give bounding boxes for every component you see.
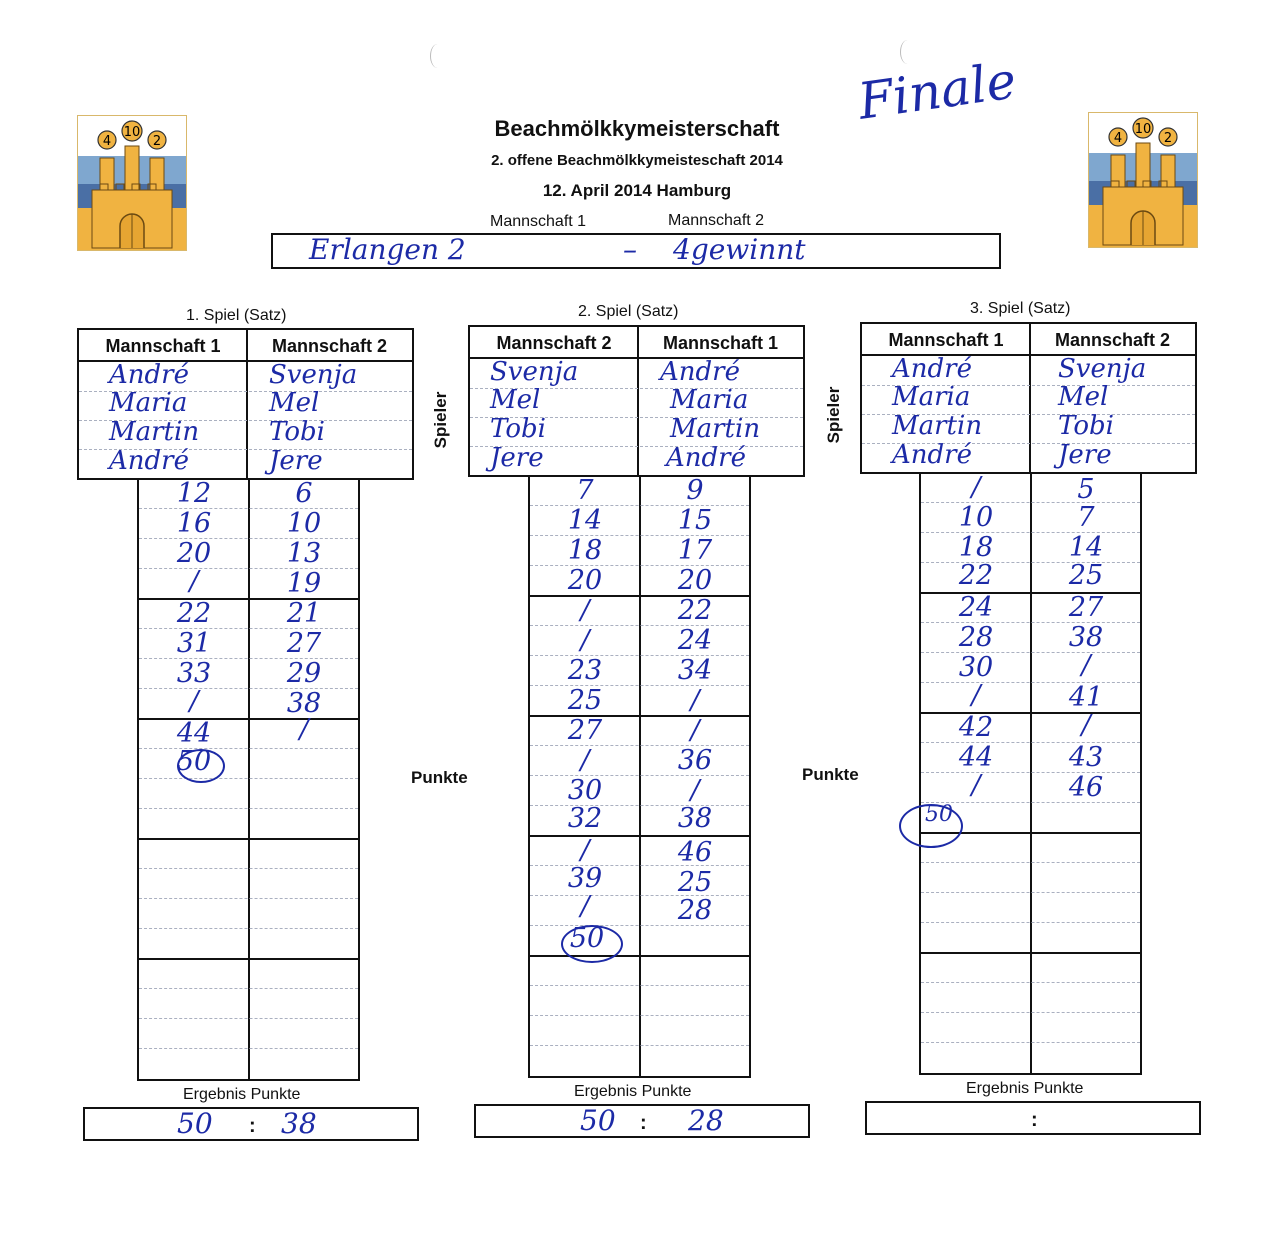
score-entry: 10 <box>286 508 322 539</box>
spieler-label: Spieler <box>431 391 450 449</box>
game2-players-table <box>468 325 805 477</box>
score-entry: 25 <box>567 685 603 716</box>
score-entry: / <box>189 566 199 597</box>
player-name: Svenja <box>269 360 358 390</box>
date-location: 12. April 2014 Hamburg <box>542 181 732 200</box>
score-entry: 19 <box>286 568 322 599</box>
score-entry: 7 <box>1077 502 1095 533</box>
score-entry: 33 <box>176 658 212 689</box>
score-entry: 24 <box>677 625 713 656</box>
player-name: Tobi <box>269 417 325 447</box>
spieler-label: Spieler <box>824 386 843 444</box>
score-entry: / <box>690 715 700 746</box>
score-entry: 27 <box>286 628 322 659</box>
game2-result-left: 50 <box>580 1104 616 1137</box>
game2-header-left: Mannschaft 2 <box>470 327 638 359</box>
team1-label: Mannschaft 1 <box>490 213 587 230</box>
score-entry: 30 <box>567 775 603 806</box>
result-separator: : <box>249 1115 256 1137</box>
game1-result-right: 38 <box>281 1107 317 1140</box>
player-name: Martin <box>892 411 983 441</box>
player-name: Maria <box>109 388 188 418</box>
score-entry: / <box>580 891 590 922</box>
score-entry: 50 <box>925 802 953 827</box>
score-entry: 22 <box>176 598 212 629</box>
score-entry: 14 <box>567 505 603 536</box>
score-entry: 30 <box>958 652 994 683</box>
score-entry: 25 <box>677 867 713 898</box>
score-entry: 46 <box>1068 772 1104 803</box>
game3-result-box <box>865 1101 1201 1135</box>
score-entry: / <box>580 835 590 866</box>
game1-result-box <box>83 1107 419 1141</box>
score-entry: 23 <box>567 655 603 686</box>
score-entry: 12 <box>176 478 212 509</box>
player-name: Martin <box>670 414 761 444</box>
player-name: Mel <box>1058 382 1109 412</box>
player-name: Mel <box>269 388 320 418</box>
score-entry: / <box>971 680 981 711</box>
score-entry: 41 <box>1068 682 1104 713</box>
player-name: André <box>109 360 189 390</box>
player-name: André <box>892 354 972 384</box>
player-name: Maria <box>670 385 749 415</box>
score-entry: / <box>580 745 590 776</box>
score-entry: 14 <box>1068 532 1104 563</box>
score-entry: 17 <box>677 535 713 566</box>
logo-number: 2 <box>1163 131 1173 146</box>
player-name: Tobi <box>490 414 546 444</box>
score-entry: 39 <box>567 863 603 894</box>
score-entry: 22 <box>958 560 994 591</box>
score-entry: / <box>971 770 981 801</box>
score-entry: 28 <box>958 622 994 653</box>
player-name: Tobi <box>1058 411 1114 441</box>
punkte-label: Punkte <box>411 768 468 787</box>
score-entry: 16 <box>176 508 212 539</box>
score-entry: / <box>1081 650 1091 681</box>
score-entry: 44 <box>176 718 212 749</box>
score-entry: 38 <box>677 803 713 834</box>
logo-number: 2 <box>152 134 162 149</box>
punch-hole-mark <box>900 40 915 64</box>
punkte-label: Punkte <box>802 765 859 784</box>
score-entry: 6 <box>295 478 313 509</box>
score-entry: / <box>189 686 199 717</box>
score-entry: 24 <box>958 592 994 623</box>
score-entry: 18 <box>567 535 603 566</box>
match-entry-team2: 4gewinnt <box>673 233 806 266</box>
match-entry-dash: – <box>623 233 637 266</box>
score-entry: 20 <box>176 538 212 569</box>
game2-title: 2. Spiel (Satz) <box>578 303 679 320</box>
score-entry: 32 <box>567 803 603 834</box>
score-entry: 22 <box>677 595 713 626</box>
game1-result-label: Ergebnis Punkte <box>183 1086 301 1103</box>
player-name: Svenja <box>1058 354 1147 384</box>
score-entry: 38 <box>1068 622 1104 653</box>
player-name: André <box>660 357 740 387</box>
logo-number: 4 <box>102 134 112 149</box>
game2-result-label: Ergebnis Punkte <box>574 1083 692 1100</box>
match-entry-team1: Erlangen 2 <box>309 233 466 266</box>
score-entry: 13 <box>286 538 322 569</box>
game3-result-label: Ergebnis Punkte <box>966 1080 1084 1097</box>
team2-label: Mannschaft 2 <box>668 212 765 229</box>
handwritten-note-finale: Finale <box>854 51 1020 131</box>
score-entry: / <box>580 625 590 656</box>
score-entry: / <box>1081 710 1091 741</box>
game2-header-right: Mannschaft 1 <box>638 327 803 359</box>
score-entry: / <box>580 595 590 626</box>
game3-title: 3. Spiel (Satz) <box>970 300 1071 317</box>
game2-result-box <box>474 1104 810 1138</box>
player-name: Mel <box>490 385 541 415</box>
score-entry: / <box>690 775 700 806</box>
game1-result-left: 50 <box>177 1107 213 1140</box>
result-separator: : <box>640 1112 647 1134</box>
logo-number: 10 <box>1134 122 1152 137</box>
player-name: Svenja <box>490 357 579 387</box>
game1-players-table <box>77 328 414 480</box>
punch-hole-mark <box>430 44 445 68</box>
score-entry: 20 <box>567 565 603 596</box>
score-entry: 25 <box>1068 560 1104 591</box>
page-title: Beachmölkkymeisterschaft <box>494 116 780 141</box>
match-entry-box <box>271 233 1001 269</box>
game3-header-left: Mannschaft 1 <box>862 324 1030 356</box>
player-name: Jere <box>269 446 323 476</box>
player-name: Maria <box>892 382 971 412</box>
player-name: André <box>109 446 189 476</box>
result-separator: : <box>1031 1109 1038 1131</box>
game2-result-right: 28 <box>688 1104 724 1137</box>
score-entry: / <box>690 685 700 716</box>
score-entry: 10 <box>958 502 994 533</box>
player-name: André <box>666 443 746 473</box>
score-entry: 46 <box>677 837 713 868</box>
score-entry: 44 <box>958 742 994 773</box>
score-entry: 38 <box>286 688 322 719</box>
game1-title: 1. Spiel (Satz) <box>186 307 287 324</box>
player-name: Jere <box>1058 440 1112 470</box>
score-entry: 50 <box>176 746 212 777</box>
score-entry: 27 <box>567 715 603 746</box>
score-entry: 34 <box>677 655 713 686</box>
score-entry: 50 <box>569 923 605 954</box>
score-entry: / <box>299 714 309 745</box>
logo-number: 10 <box>123 125 141 140</box>
game1-header-left: Mannschaft 1 <box>79 330 247 362</box>
score-entry: 18 <box>958 532 994 563</box>
score-entry: 42 <box>958 712 994 743</box>
page-subtitle: 2. offene Beachmölkkymeisteschaft 2014 <box>491 152 783 169</box>
game2-score-grid <box>528 475 751 1078</box>
score-entry: 28 <box>677 895 713 926</box>
score-entry: 36 <box>677 745 713 776</box>
score-entry: 29 <box>286 658 322 689</box>
game1-header-right: Mannschaft 2 <box>247 330 412 362</box>
game3-header-right: Mannschaft 2 <box>1030 324 1195 356</box>
game3-players-table <box>860 322 1197 474</box>
game3-score-grid <box>919 472 1142 1075</box>
score-entry: 5 <box>1077 474 1095 505</box>
game1-score-grid <box>137 478 360 1081</box>
player-name: André <box>892 440 972 470</box>
logo-number: 4 <box>1113 131 1123 146</box>
player-name: Martin <box>109 417 200 447</box>
score-entry: 9 <box>686 475 704 506</box>
score-entry: 7 <box>576 475 594 506</box>
player-name: Jere <box>490 443 544 473</box>
score-entry: 43 <box>1068 742 1104 773</box>
score-entry: 31 <box>176 628 212 659</box>
score-entry: 21 <box>286 598 322 629</box>
score-entry: / <box>971 472 981 503</box>
score-entry: 15 <box>677 505 713 536</box>
score-entry: 20 <box>677 565 713 596</box>
score-entry: 27 <box>1068 592 1104 623</box>
